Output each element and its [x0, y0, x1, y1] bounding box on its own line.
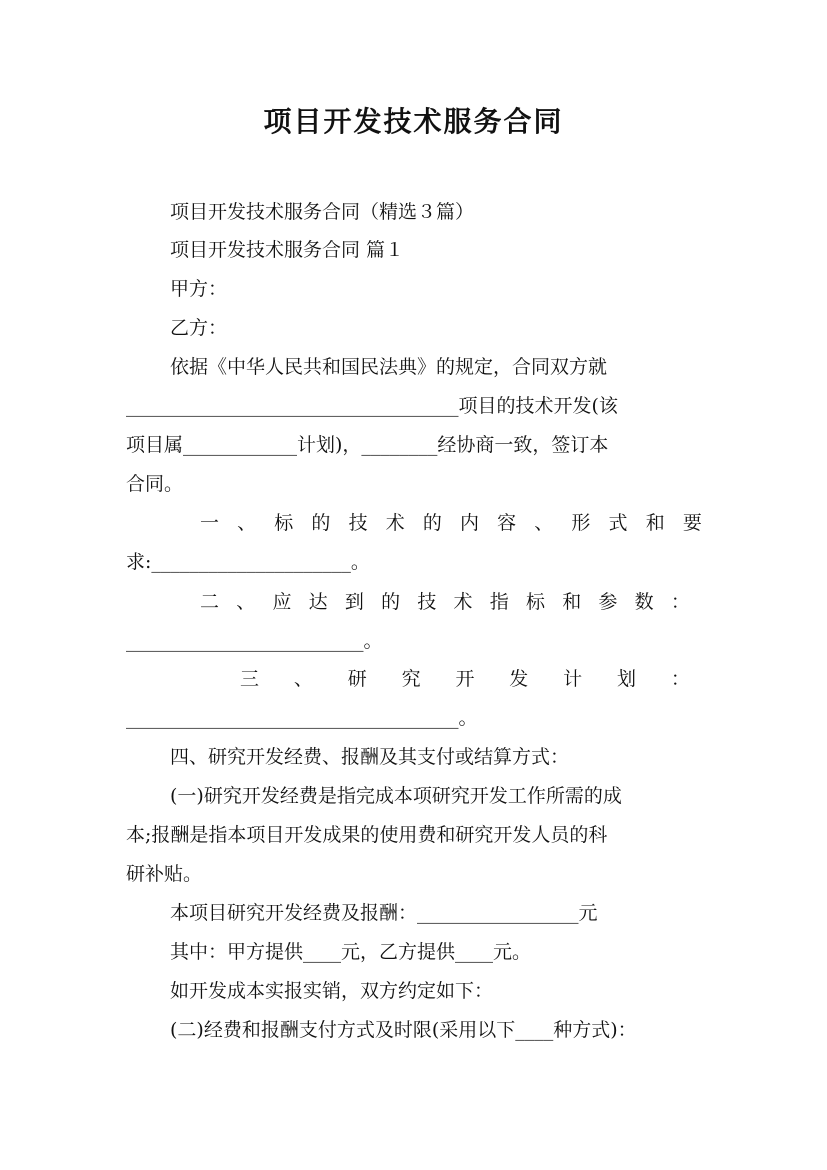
heading-char: 数	[634, 591, 654, 613]
party-b-line: 乙方：	[170, 317, 228, 339]
heading-char: 容	[497, 512, 517, 534]
heading-char: 参	[598, 591, 618, 613]
heading-char: ：	[670, 591, 690, 613]
heading-char: 计	[563, 668, 583, 690]
paragraph-line: 研补贴。	[126, 863, 203, 885]
clause-2-blank: _________________________。	[126, 630, 383, 652]
paragraph-line: 依据《中华人民共和国民法典》的规定，合同双方就	[170, 356, 608, 378]
heading-char: 三	[240, 668, 260, 690]
paragraph-line: (一)研究开发经费是指完成本项研究开发工作所需的成	[170, 785, 622, 807]
paragraph-line: 项目属____________计划)，________经协商一致，签订本	[126, 434, 609, 456]
heading-char: 二	[200, 591, 220, 613]
party-a-line: 甲方：	[170, 278, 228, 300]
paragraph-line: 如开发成本实报实销，双方约定如下：	[170, 980, 494, 1002]
heading-char: 的	[311, 512, 331, 534]
paragraph-line: 本;报酬是指本项目开发成果的使用费和研究开发人员的科	[126, 824, 608, 846]
heading-char: 术	[385, 512, 405, 534]
heading-char: 究	[401, 668, 421, 690]
paragraph-line: ___________________________________项目的技术开发(该	[126, 395, 618, 417]
paragraph-line: 其中：甲方提供____元，乙方提供____元。	[170, 941, 532, 963]
heading-char: 要	[682, 512, 702, 534]
clause-4-heading: 四、研究开发经费、报酬及其支付或结算方式：	[170, 746, 570, 768]
clause-3-heading	[240, 667, 690, 691]
heading-char: 一	[200, 512, 220, 534]
heading-char: 技	[417, 591, 437, 613]
heading-char: 指	[489, 591, 509, 613]
heading-char: 标	[525, 591, 545, 613]
heading-char: 到	[344, 591, 364, 613]
heading-char: 开	[455, 668, 475, 690]
heading-char: 、	[237, 512, 257, 534]
heading-char: 发	[509, 668, 529, 690]
clause-3-blank: ___________________________________。	[126, 707, 478, 729]
heading-char: 划	[617, 668, 637, 690]
clause-1-heading	[200, 511, 702, 535]
document-title: 项目开发技术服务合同	[263, 105, 564, 138]
heading-char: 技	[348, 512, 368, 534]
clause-2-heading	[200, 590, 690, 614]
paragraph-line: 合同。	[126, 473, 184, 495]
heading-char: 的	[422, 512, 442, 534]
heading-char: 、	[534, 512, 554, 534]
heading-char: 达	[308, 591, 328, 613]
heading-char: 术	[453, 591, 473, 613]
heading-char: ：	[670, 668, 690, 690]
heading-char: 应	[272, 591, 292, 613]
heading-char: 标	[274, 512, 294, 534]
heading-char: 和	[562, 591, 582, 613]
heading-char: 、	[236, 591, 256, 613]
paragraph-line: 本项目研究开发经费及报酬：_________________元	[170, 902, 598, 924]
heading-char: 式	[608, 512, 628, 534]
paragraph-line: (二)经费和报酬支付方式及时限(采用以下____种方式)：	[170, 1019, 637, 1041]
section-heading: 项目开发技术服务合同 篇１	[170, 239, 405, 261]
heading-char: 形	[571, 512, 591, 534]
subtitle-line: 项目开发技术服务合同（精选３篇）	[170, 201, 475, 223]
heading-char: 的	[381, 591, 401, 613]
heading-char: 和	[645, 512, 665, 534]
heading-char: 内	[459, 512, 479, 534]
heading-char: 、	[293, 668, 313, 690]
heading-char: 研	[347, 668, 367, 690]
clause-1-blank: 求:_____________________。	[126, 551, 370, 573]
